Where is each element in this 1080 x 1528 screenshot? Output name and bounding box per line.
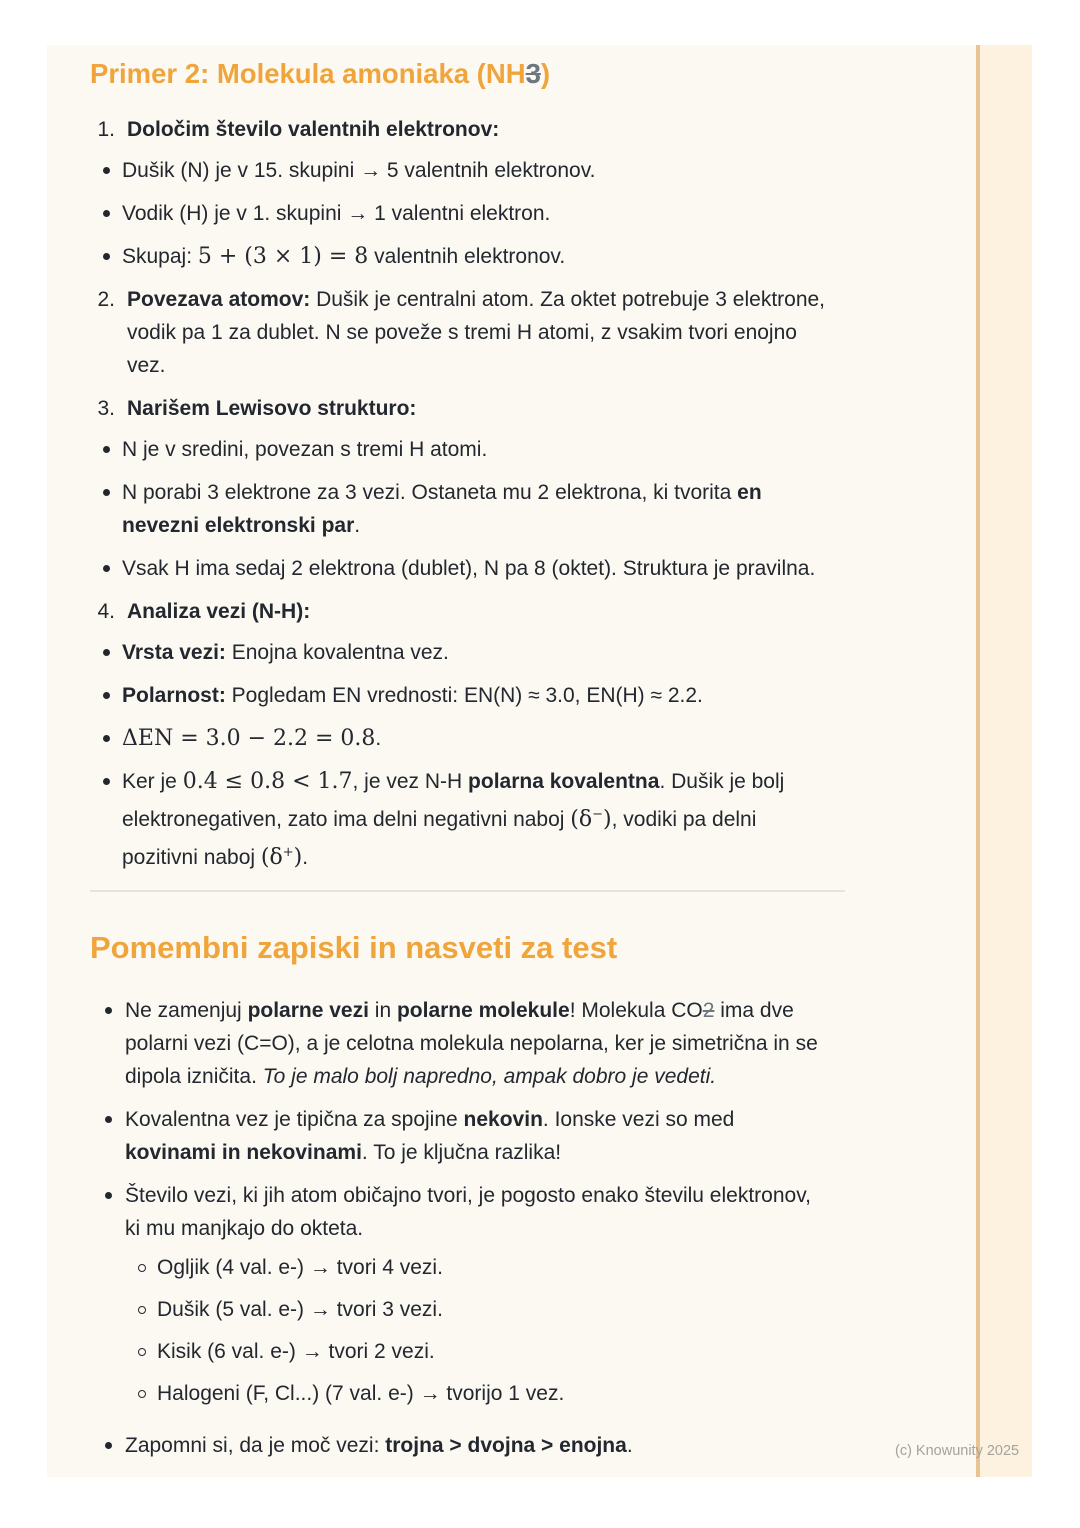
list-item <box>90 476 830 542</box>
list-item-text <box>122 240 565 273</box>
bold-run: nekovin <box>463 1108 543 1131</box>
bold-run: Določim število valentnih elektronov: <box>127 118 500 141</box>
text-run: Kovalentna vez je tipična za spojine <box>125 1108 464 1131</box>
text-run: Vodik (H) je v 1. skupini → 1 valentni elektron. <box>122 202 551 225</box>
section-divider <box>90 890 845 892</box>
list-item <box>90 679 830 712</box>
bullet-icon <box>90 636 122 669</box>
numbered-item-head <box>90 595 830 628</box>
text-run: Število vezi, ki jih atom običajno tvori, je pogosto enako številu elektronov, ki mu manjkajo do okteta. <box>125 1184 811 1240</box>
bullet-list <box>90 154 830 273</box>
bold-run: en nevezni elektronski par <box>122 481 762 537</box>
text-run: . To je ključna razlika! <box>361 1141 562 1164</box>
bold-run: polarne molekule <box>396 999 570 1022</box>
circle-bullet-icon <box>125 1251 157 1284</box>
bullet-list <box>90 433 830 585</box>
text-run: N je v sredini, povezan s tremi H atomi. <box>122 438 488 461</box>
bullet-icon <box>90 552 122 585</box>
list-item-text <box>157 1377 564 1410</box>
list-item <box>90 722 830 755</box>
list-item <box>90 552 830 585</box>
circle-bullet-icon <box>125 1293 157 1326</box>
list-item-content <box>125 1103 830 1169</box>
bullet-icon <box>90 1429 125 1462</box>
text-run: valentnih elektronov. <box>368 245 566 268</box>
circle-bullet-icon <box>125 1377 157 1410</box>
text-run: . Ionske vezi so med <box>542 1108 735 1131</box>
bullet-icon <box>90 240 122 273</box>
bold-run: Analiza vezi (N-H): <box>127 600 311 623</box>
numbered-item-head <box>90 283 830 382</box>
list-item-text <box>122 154 595 187</box>
numbered-list-item <box>90 392 830 585</box>
bold-run: Polarnost: <box>122 684 226 707</box>
bullet-icon <box>90 433 122 466</box>
text-run: Halogeni (F, Cl...) (7 val. e-) → tvorijo 1 vez. <box>157 1382 565 1405</box>
bold-run: Narišem Lewisovo strukturo: <box>127 397 417 420</box>
list-item <box>90 1103 830 1169</box>
bold-run: polarna kovalentna <box>468 770 660 793</box>
list-item <box>90 765 830 874</box>
struck-text: 3 <box>525 58 541 89</box>
bullet-icon <box>90 994 125 1093</box>
text-run: ima dve polarni vezi (C=O), a je celotna molekula nepolarna, ker je simetrična in se dipola izničita. <box>125 999 818 1088</box>
bullet-icon <box>90 679 122 712</box>
numbered-list-item <box>90 113 830 273</box>
numbered-list-item <box>90 283 830 382</box>
list-item <box>90 433 830 466</box>
text-run: Dušik je centralni atom. Za oktet potrebuje 3 elektrone, vodik pa 1 za dublet. N se poveže s tremi H atomi, z vsakim tvori enojno vez. <box>127 288 826 377</box>
text-run: N porabi 3 elektrone za 3 vezi. Ostaneta mu 2 elektrona, ki tvorita <box>122 481 738 504</box>
text-run: ! Molekula CO <box>569 999 703 1022</box>
math-run: 0.4 ≤ 0.8 < 1.7 <box>182 769 353 794</box>
list-item-text <box>157 1293 443 1326</box>
example-section-title <box>90 57 830 91</box>
list-item <box>90 1429 830 1462</box>
text-run: Skupaj: <box>122 245 198 268</box>
list-item-text <box>122 433 487 466</box>
list-item-text <box>122 197 550 230</box>
text-run: Ogljik (4 val. e-) → tvori 4 vezi. <box>157 1256 443 1279</box>
struck-text: 2 <box>702 999 715 1022</box>
sub-bullet-list <box>125 1251 830 1410</box>
list-item-text <box>122 722 381 755</box>
math-run: ΔEN = 3.0 − 2.2 = 0.8 <box>122 726 376 751</box>
bold-run: Vrsta vezi: <box>122 641 226 664</box>
text-run: Ker je <box>122 770 183 793</box>
italic-run: To je malo bolj napredno, ampak dobro je vedeti. <box>262 1065 717 1088</box>
list-number: 1. <box>97 118 115 141</box>
math-run: (δ <box>260 845 283 870</box>
list-item <box>90 636 830 669</box>
bullet-icon <box>90 197 122 230</box>
list-item <box>125 1335 830 1368</box>
list-item-text <box>127 113 499 146</box>
text-run: , je vez N-H <box>352 770 469 793</box>
notes-section-title: Pomembni zapiski in nasveti za test <box>90 930 618 965</box>
numbered-item-head <box>90 392 830 425</box>
text-run: Kisik (6 val. e-) → tvori 2 vezi. <box>157 1340 435 1363</box>
list-item-text <box>127 283 830 382</box>
bold-run: trojna > dvojna > enojna <box>385 1434 627 1457</box>
text-run: . <box>354 514 361 537</box>
list-item <box>90 1179 830 1419</box>
text-run: . <box>302 846 309 869</box>
document-content <box>47 45 830 1462</box>
bullet-list <box>90 636 830 874</box>
text-run: Zapomni si, da je moč vezi: <box>125 1434 386 1457</box>
bold-run: Povezava atomov: <box>127 288 311 311</box>
math-run: ) <box>293 845 303 870</box>
text-run: Dušik (N) je v 15. skupini → 5 valentnih elektronov. <box>122 159 596 182</box>
text-run: Vsak H ima sedaj 2 elektrona (dublet), N pa 8 (oktet). Struktura je pravilna. <box>122 557 816 580</box>
list-number: 3. <box>97 397 115 420</box>
text-run: , vodiki pa delni pozitivni naboj <box>122 808 757 869</box>
math-run: ) <box>603 807 612 832</box>
list-item <box>125 1251 830 1284</box>
list-item <box>90 197 830 230</box>
numbered-item-head <box>90 113 830 146</box>
circle-bullet-icon <box>125 1335 157 1368</box>
list-item-text <box>157 1335 435 1368</box>
bullet-icon <box>90 765 122 874</box>
list-number: 4. <box>97 600 115 623</box>
text-run: Ne zamenjuj <box>125 999 248 1022</box>
bold-run: kovinami in nekovinami <box>125 1141 362 1164</box>
bullet-icon <box>90 1179 125 1419</box>
list-item-text <box>122 636 449 669</box>
bullet-icon <box>90 476 122 542</box>
list-item-text <box>125 1179 830 1245</box>
text-run: Dušik (5 val. e-) → tvori 3 vezi. <box>157 1298 443 1321</box>
bold-run: polarne vezi <box>247 999 369 1022</box>
bullet-icon <box>90 1103 125 1169</box>
list-item <box>90 994 830 1093</box>
text-run: ) <box>540 58 551 89</box>
list-item-text <box>122 476 830 542</box>
superscript-run: − <box>592 807 604 822</box>
list-item-content <box>125 994 830 1093</box>
bullet-icon <box>90 722 122 755</box>
list-number: 2. <box>97 288 115 311</box>
list-item-content <box>125 1179 830 1419</box>
list-item-text <box>125 1103 830 1169</box>
list-item-text <box>125 994 830 1093</box>
list-item-text <box>122 679 703 712</box>
list-item <box>90 240 830 273</box>
list-item-text <box>122 765 830 874</box>
list-item-content <box>125 1429 830 1462</box>
text-run: Enojna kovalentna vez. <box>225 641 449 664</box>
list-item-text <box>127 595 310 628</box>
text-run: Pogledam EN vrednosti: EN(N) ≈ 3.0, EN(H) ≈ 2.2. <box>225 684 703 707</box>
list-item-text <box>157 1251 443 1284</box>
superscript-run: + <box>282 845 294 860</box>
text-run: . <box>375 727 382 750</box>
list-item-text <box>125 1429 830 1462</box>
list-item-text <box>122 552 815 585</box>
list-item <box>90 154 830 187</box>
list-item-text <box>127 392 416 425</box>
list-item <box>125 1293 830 1326</box>
text-run: . Dušik je bolj elektronegativen, zato ima delni negativni naboj <box>122 770 785 831</box>
bullet-icon <box>90 154 122 187</box>
right-accent-bar <box>976 45 1032 1477</box>
list-item <box>125 1377 830 1410</box>
copyright-notice: (c) Knowunity 2025 <box>895 1443 1020 1459</box>
text-run: Primer 2: Molekula amoniaka (NH <box>90 58 526 89</box>
text-run: in <box>368 999 397 1022</box>
numbered-list-item <box>90 595 830 874</box>
document-page <box>47 45 1032 1477</box>
math-run: 5 + (3 × 1) = 8 <box>197 244 369 269</box>
math-run: (δ <box>570 807 593 832</box>
text-run: . <box>626 1434 633 1457</box>
